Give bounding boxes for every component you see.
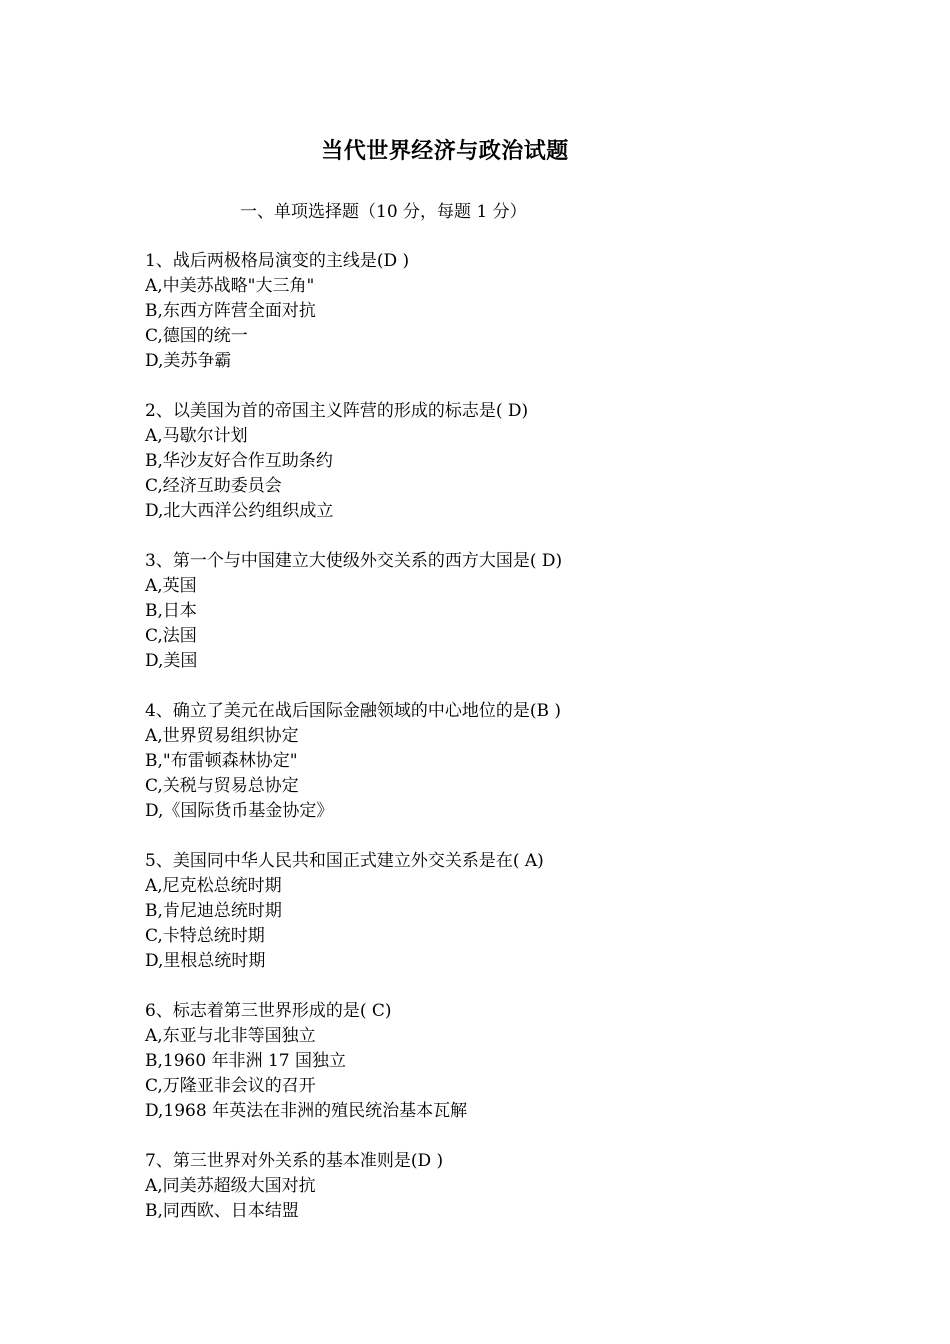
option-a: A,中美苏战略"大三角" (145, 276, 315, 296)
question-5 (145, 849, 845, 974)
option-b: B,1960 年非洲 17 国独立 (145, 1051, 347, 1071)
option-b: B,同西欧、日本结盟 (145, 1201, 299, 1221)
option-c: C,卡特总统时期 (145, 926, 265, 946)
question-stem: 2、以美国为首的帝国主义阵营的形成的标志是( D) (145, 401, 529, 421)
document-title: 当代世界经济与政治试题 (321, 138, 569, 164)
option-d: D,《国际货币基金协定》 (145, 801, 334, 821)
question-stem: 7、第三世界对外关系的基本准则是(D ) (145, 1151, 444, 1171)
question-3 (145, 549, 845, 674)
question-list (145, 249, 845, 1249)
question-stem: 4、确立了美元在战后国际金融领域的中心地位的是(B ) (145, 701, 561, 721)
option-a: A,世界贸易组织协定 (145, 726, 299, 746)
option-a: A,东亚与北非等国独立 (145, 1026, 316, 1046)
option-c: C,关税与贸易总协定 (145, 776, 299, 796)
question-2 (145, 399, 845, 524)
option-b: B,"布雷顿森林协定" (145, 751, 298, 771)
option-d: D,美国 (145, 651, 198, 671)
question-1 (145, 249, 845, 374)
question-4 (145, 699, 845, 824)
section-heading: 一、单项选择题（10 分，每题 1 分） (240, 202, 527, 222)
question-stem: 5、美国同中华人民共和国正式建立外交关系是在( A) (145, 851, 544, 871)
option-c: C,经济互助委员会 (145, 476, 282, 496)
option-a: A,英国 (145, 576, 197, 596)
option-c: C,德国的统一 (145, 326, 248, 346)
option-a: A,尼克松总统时期 (145, 876, 282, 896)
option-a: A,马歇尔计划 (145, 426, 248, 446)
question-7 (145, 1149, 845, 1224)
option-d: D,里根总统时期 (145, 951, 266, 971)
question-stem: 1、战后两极格局演变的主线是(D ) (145, 251, 410, 271)
question-6 (145, 999, 845, 1124)
question-stem: 6、标志着第三世界形成的是( C) (145, 1001, 392, 1021)
option-c: C,万隆亚非会议的召开 (145, 1076, 316, 1096)
option-b: B,东西方阵营全面对抗 (145, 301, 316, 321)
question-stem: 3、第一个与中国建立大使级外交关系的西方大国是( D) (145, 551, 563, 571)
option-d: D,1968 年英法在非洲的殖民统治基本瓦解 (145, 1101, 468, 1121)
option-d: D,美苏争霸 (145, 351, 232, 371)
option-a: A,同美苏超级大国对抗 (145, 1176, 316, 1196)
option-d: D,北大西洋公约组织成立 (145, 501, 334, 521)
option-b: B,华沙友好合作互助条约 (145, 451, 333, 471)
option-b: B,日本 (145, 601, 197, 621)
option-c: C,法国 (145, 626, 197, 646)
option-b: B,肯尼迪总统时期 (145, 901, 282, 921)
